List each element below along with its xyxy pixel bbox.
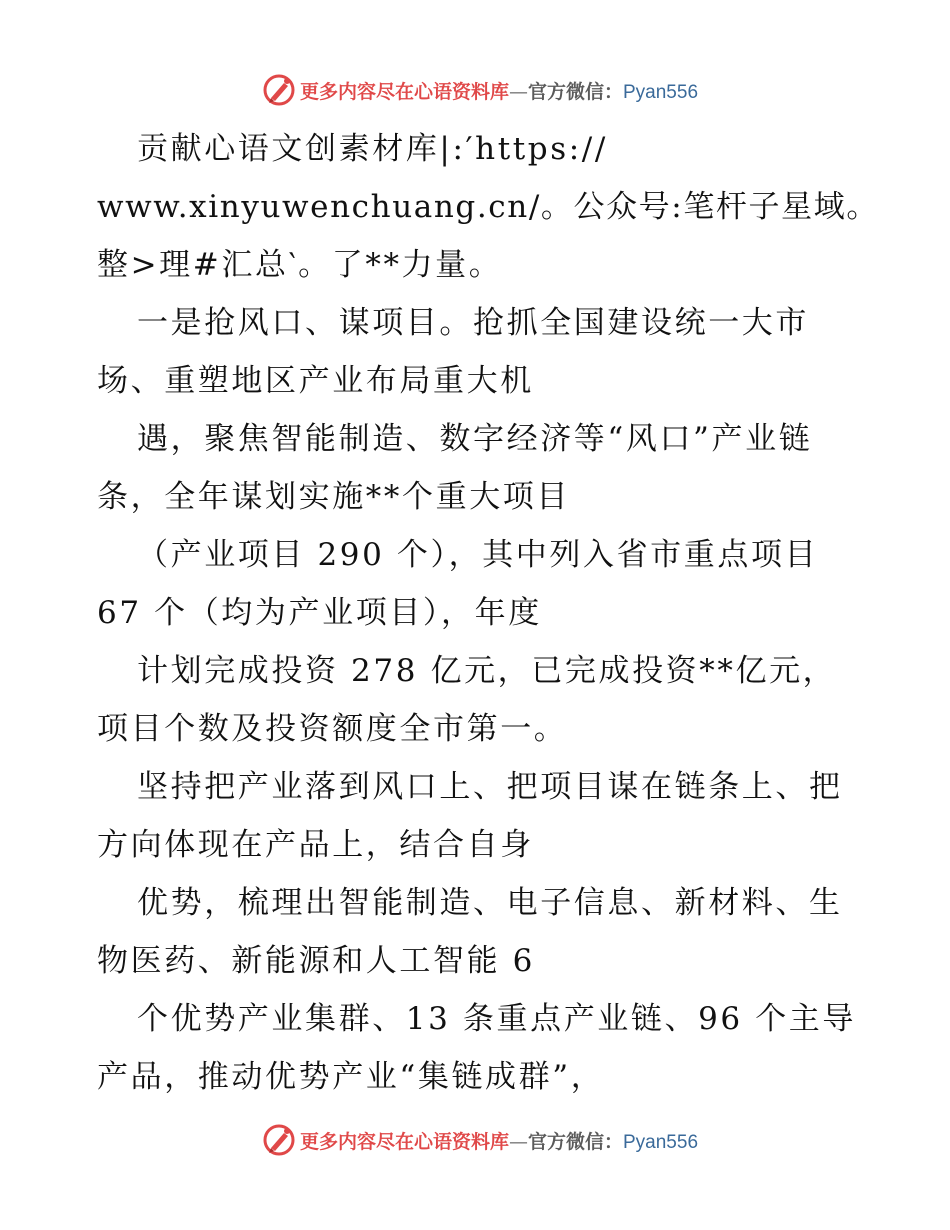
text-line: 计划完成投资 278 亿元，已完成投资**亿元， [137, 653, 837, 689]
pen-logo-icon [262, 1123, 296, 1157]
text-line: 坚持把产业落到风口上、把项目谋在链条上、把 [137, 769, 843, 805]
text-line: （产业项目 290 个），其中列入省市重点项目 [137, 537, 819, 573]
text-line: 整>理#汇总‵。了**力量。 [97, 247, 503, 283]
footer-watermark [0, 1120, 950, 1160]
text-line: 项目个数及投资额度全市第一。 [97, 711, 568, 747]
text-line: www.xinyuwenchuang.cn/。公众号:笔杆子星域。 [97, 189, 879, 225]
watermark-brand: 更多内容尽在心语资料库 [299, 1130, 509, 1153]
watermark-text [300, 1127, 698, 1154]
header-watermark [0, 70, 950, 110]
text-line: 产品，推动优势产业“集链成群”， [97, 1059, 605, 1095]
text-line: 条，全年谋划实施**个重大项目 [97, 479, 570, 515]
watermark-dash: — [508, 80, 528, 103]
watermark-brand: 更多内容尽在心语资料库 [299, 80, 509, 103]
watermark-wechat-id: Pyan556 [623, 81, 699, 103]
watermark-text [300, 77, 698, 104]
text-line: 贡献心语文创素材库|:′https:// [137, 131, 608, 167]
document-body [97, 120, 879, 1106]
pen-logo-icon [262, 73, 296, 107]
text-line: 个优势产业集群、13 条重点产业链、96 个主导 [137, 1001, 856, 1037]
text-line: 场、重塑地区产业布局重大机 [97, 363, 534, 399]
watermark-group [262, 73, 698, 107]
text-line: 方向体现在产品上，结合自身 [97, 827, 534, 863]
text-line: 一是抢风口、谋项目。抢抓全国建设统一大市 [137, 305, 809, 341]
watermark-group [262, 1123, 698, 1157]
text-line: 物医药、新能源和人工智能 6 [97, 943, 535, 979]
text-line: 遇，聚焦智能制造、数字经济等“风口”产业链 [137, 421, 813, 457]
watermark-official: 官方微信： [527, 1130, 623, 1153]
text-line: 67 个（均为产业项目），年度 [97, 595, 542, 631]
watermark-wechat-id: Pyan556 [623, 1131, 699, 1153]
watermark-official: 官方微信： [527, 80, 623, 103]
text-line: 优势，梳理出智能制造、电子信息、新材料、生 [137, 885, 843, 921]
watermark-dash: — [508, 1130, 528, 1153]
